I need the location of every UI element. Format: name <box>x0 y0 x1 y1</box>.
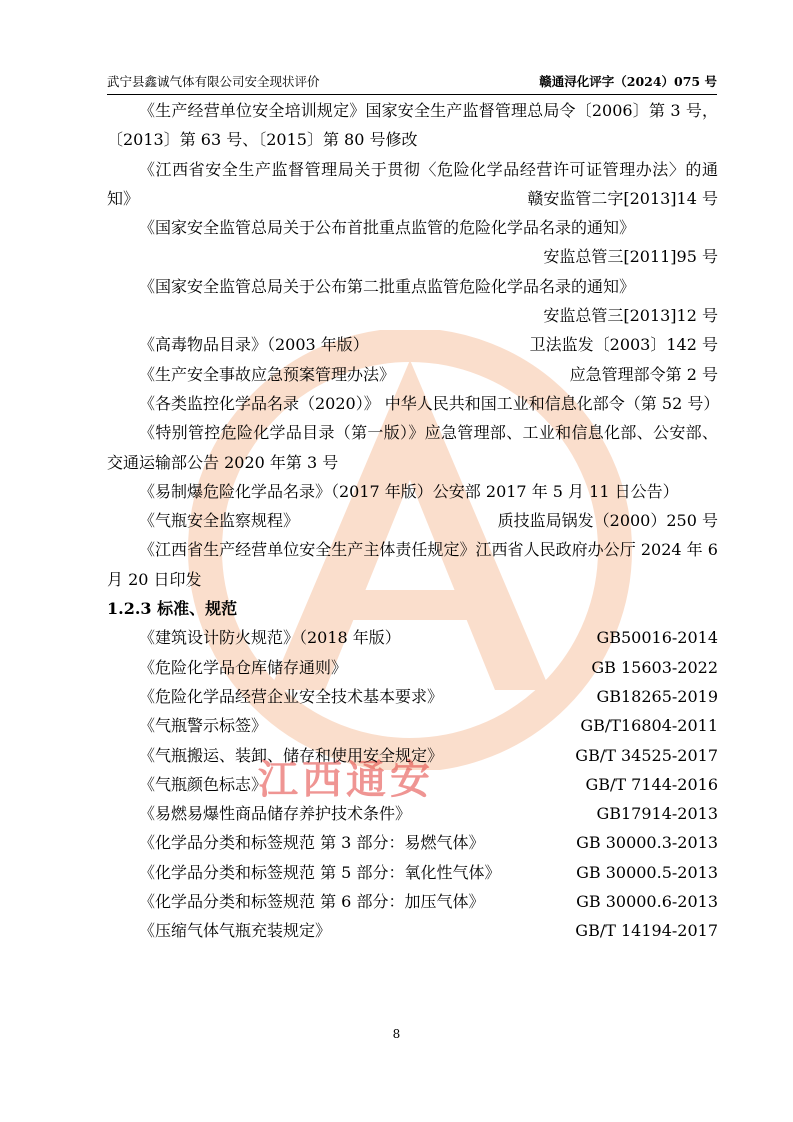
standard-code: GB18265-2019 <box>596 686 718 706</box>
standard-code: GB 15603-2022 <box>591 657 718 677</box>
standard-row <box>107 711 718 740</box>
standard-row <box>107 741 718 770</box>
regulation-title: 《生产安全事故应急预案管理办法》 <box>139 364 396 384</box>
standard-row <box>107 682 718 711</box>
standard-row <box>107 916 718 945</box>
header-doc-number: 赣通浔化评字（2024）075 号 <box>539 74 717 89</box>
standard-name: 《易燃易爆性商品储存养护技术条件》 <box>139 804 412 824</box>
standard-name: 《压缩气体气瓶充装规定》 <box>139 921 332 941</box>
standard-code: GB 30000.5-2013 <box>576 862 718 882</box>
regulation-item: 《特别管控危险化学品目录（第一版）》应急管理部、工业和信息化部、公安部、交通运输部公告 2020 年第 3 号 <box>107 423 718 472</box>
regulation-item <box>107 360 718 389</box>
standard-code: GB 30000.6-2013 <box>576 892 718 912</box>
regulation-ref: 卫法监发〔2003〕142 号 <box>529 335 718 355</box>
standard-code: GB/T 14194-2017 <box>575 921 718 941</box>
regulation-item: 《江西省生产经营单位安全生产主体责任规定》江西省人民政府办公厅 2024 年 6 月 20 日印发 <box>107 540 718 589</box>
regulation-ref: 安监总管三[2013]12 号 <box>543 306 718 326</box>
regulation-ref: 赣安监管二字[2013]14 号 <box>527 188 718 208</box>
header-company: 武宁县鑫诚气体有限公司安全现状评价 <box>107 74 320 89</box>
standard-name: 《气瓶搬运、装卸、储存和使用安全规定》 <box>139 745 444 765</box>
page-header <box>107 72 717 95</box>
regulation-item: 《易制爆危险化学品名录》（2017 年版）公安部 2017 年 5 月 11 日公告） <box>139 481 679 501</box>
document-body <box>107 96 718 946</box>
standard-name: 《化学品分类和标签规范 第 5 部分：氧化性气体》 <box>139 862 501 882</box>
regulation-item: 《国家安全监管总局关于公布第二批重点监管危险化学品名录的通知》 <box>139 276 636 296</box>
regulation-ref: 应急管理部令第 2 号 <box>569 364 718 384</box>
standard-code: GB/T16804-2011 <box>580 716 718 736</box>
regulation-ref: 安监总管三[2011]95 号 <box>543 247 718 267</box>
standard-row <box>107 799 718 828</box>
regulation-title: 《江西省安全生产监督管理局关于贯彻〈危险化学品经营许可证管理办法〉的通知》 <box>107 159 718 208</box>
standard-name: 《化学品分类和标签规范 第 3 部分：易燃气体》 <box>139 833 485 853</box>
standard-row <box>107 653 718 682</box>
standard-code: GB50016-2014 <box>596 628 718 648</box>
standard-code: GB/T 34525-2017 <box>575 745 718 765</box>
standard-row <box>107 770 718 799</box>
regulation-item <box>107 506 718 535</box>
regulation-item: 《生产经营单位安全培训规定》国家安全生产监督管理总局令〔2006〕第 3 号，〔2013〕第 63 号、〔2015〕第 80 号修改 <box>107 101 718 150</box>
regulation-item: 《各类监控化学品名录（2020）》 中华人民共和国工业和信息化部令（第 52 号） <box>139 393 720 413</box>
watermark-text: 江西通安 <box>258 757 434 803</box>
standard-name: 《建筑设计防火规范》（2018 年版） <box>139 628 401 648</box>
standard-name: 《气瓶警示标签》 <box>139 716 268 736</box>
standard-name: 《危险化学品仓库储存通则》 <box>139 657 348 677</box>
standard-row <box>107 828 718 857</box>
standard-code: GB 30000.3-2013 <box>576 833 718 853</box>
standard-code: GB17914-2013 <box>596 804 718 824</box>
regulation-item <box>107 155 718 214</box>
regulation-item <box>107 330 718 359</box>
regulation-title: 《高毒物品目录》（2003 年版） <box>139 335 369 355</box>
standard-row <box>107 623 718 652</box>
standard-name: 《危险化学品经营企业安全技术基本要求》 <box>139 686 444 706</box>
regulation-item: 《国家安全监管总局关于公布首批重点监管的危险化学品名录的通知》 <box>139 218 636 238</box>
regulation-ref: 质技监局锅发（2000）250 号 <box>497 511 718 531</box>
regulation-title: 《气瓶安全监察规程》 <box>139 511 300 531</box>
standards-list <box>107 623 718 945</box>
standard-row <box>107 858 718 887</box>
page-number: 8 <box>392 1027 401 1041</box>
standard-name: 《气瓶颜色标志》 <box>139 774 268 794</box>
standard-code: GB/T 7144-2016 <box>585 774 718 794</box>
standard-name: 《化学品分类和标签规范 第 6 部分：加压气体》 <box>139 892 485 912</box>
standard-row <box>107 887 718 916</box>
section-title: 1.2.3 标准、规范 <box>107 599 238 619</box>
